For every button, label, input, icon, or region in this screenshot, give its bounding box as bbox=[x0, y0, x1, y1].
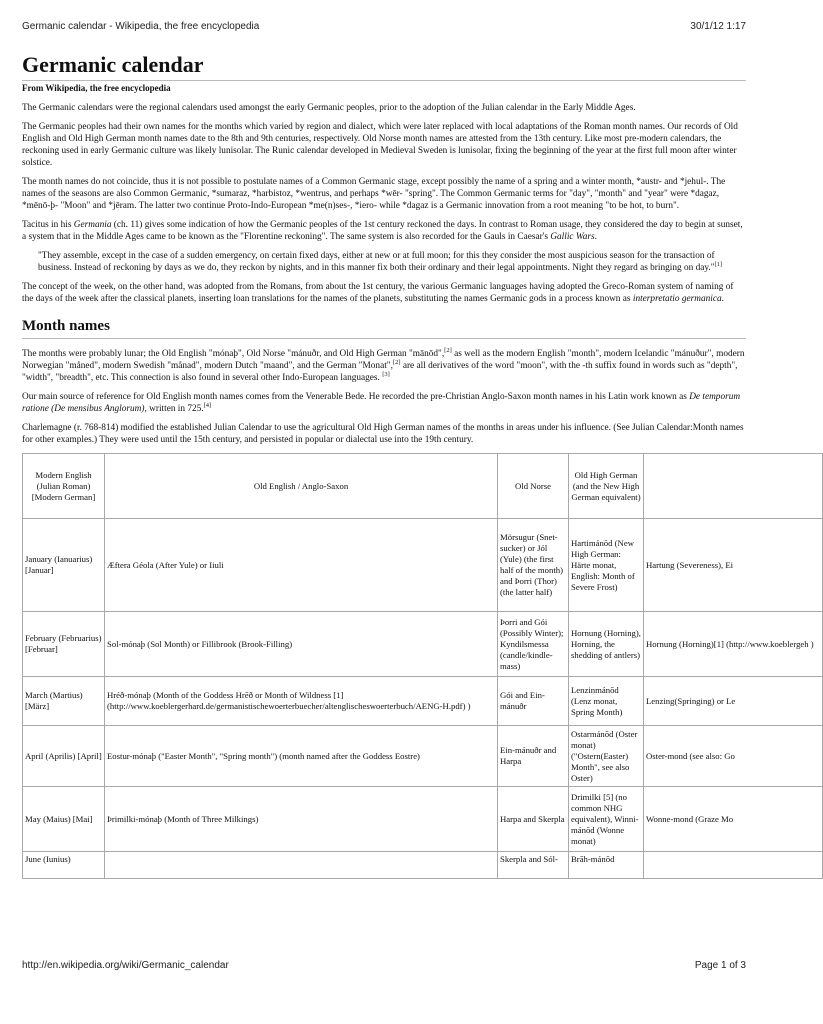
table-cell: March (Martius) [März] bbox=[23, 677, 105, 726]
table-cell: Eostur-mónaþ ("Easter Month", "Spring month") (month named after the Goddess Eostre) bbox=[105, 726, 498, 787]
table-cell: Harpa and Skerpla bbox=[498, 787, 569, 852]
table-cell: Hartung (Severeness), Ei bbox=[644, 519, 823, 612]
table-row bbox=[23, 519, 823, 612]
table-cell: Lenzing(Springing) or Le bbox=[644, 677, 823, 726]
table-row bbox=[23, 787, 823, 852]
table-cell: Þrimilki-mónaþ (Month of Three Milkings) bbox=[105, 787, 498, 852]
print-footer-url[interactable]: http://en.wikipedia.org/wiki/Germanic_calendar bbox=[22, 960, 229, 971]
table-cell: Mörsugur (Snet-sucker) or Jól (Yule) (the first half of the month) and Þorri (Thor) (the latter half) bbox=[498, 519, 569, 612]
interpretatio-link[interactable]: interpretatio germanica bbox=[632, 294, 722, 304]
table-header-row bbox=[23, 454, 823, 519]
tacitus-quote: "They assemble, except in the case of a sudden emergency, on certain fixed days, either at new or at full moon; for this they consider the most auspicious season for the transaction of business. Instead of reckoning by days as we do, they reckon by nights, and in this manner fix both their ordinary and their legal appointments. Night they regard as bringing on day."[1] bbox=[38, 251, 723, 273]
table-cell: January (Ianuarius) [Januar] bbox=[23, 519, 105, 612]
charlemagne-paragraph: Charlemagne (r. 768-814) modified the established Julian Calendar to use the agricultural Old High German names of the months in areas under his influence. (See Julian Calendar:Month names for other examples.) They were used until the 15th century, and persisted in popular or dialectal use into the 19th century. bbox=[22, 423, 744, 445]
gallic-wars-link[interactable]: Gallic Wars bbox=[550, 232, 595, 242]
germania-link[interactable]: Germania bbox=[73, 220, 112, 230]
tacitus-paragraph: Tacitus in his Germania (ch. 11) gives some indication of how the Germanic peoples of the 1st century reckoned the days. In contrast to Roman usage, they considered the day to begin at sunset, a system that in the Middle Ages came to be known as the "Florentine reckoning". The same system is also recorded for the Gauls in Caesar's Gallic Wars. bbox=[22, 220, 743, 242]
bede-paragraph: Our main source of reference for Old English month names comes from the Venerable Bede. He recorded the pre-Christian Anglo-Saxon month names in his Latin work known as De temporum ratione (De mensibus Anglorum), written in 725.[4] bbox=[22, 392, 741, 414]
table-cell: Hornung (Horning), Horning, the shedding of antlers) bbox=[569, 612, 644, 677]
table-cell: February (Februarius) [Februar] bbox=[23, 612, 105, 677]
ref-2b[interactable]: [2] bbox=[392, 358, 401, 366]
table-row bbox=[23, 612, 823, 677]
table-cell: Lenzinmánōd (Lenz monat, Spring Month) bbox=[569, 677, 644, 726]
source-line: From Wikipedia, the free encyclopedia bbox=[22, 83, 171, 93]
table-header-cell: Modern English (Julian Roman) [Modern German] bbox=[23, 454, 105, 519]
intro-paragraph: The Germanic calendars were the regional calendars used amongst the early Germanic peoples, prior to the adoption of the Julian calendar in the Early Middle Ages. bbox=[22, 103, 636, 113]
ref-1[interactable]: [1] bbox=[714, 260, 723, 268]
table-cell: Þorri and Gói (Possibly Winter); Kyndilsmessa (candle/kindle-mass) bbox=[498, 612, 569, 677]
table-cell: Brāh-mánōd bbox=[569, 852, 644, 879]
table-cell: Wonne-mond (Graze Mo bbox=[644, 787, 823, 852]
table-cell: May (Maius) [Mai] bbox=[23, 787, 105, 852]
table-cell: Skerpla and Sól- bbox=[498, 852, 569, 879]
table-row bbox=[23, 726, 823, 787]
table-cell: Ostarmánōd (Oster monat) ("Ostern(Easter) Month", see also Oster) bbox=[569, 726, 644, 787]
ref-2[interactable]: [2] bbox=[444, 346, 452, 354]
print-header-datetime: 30/1/12 1:17 bbox=[690, 21, 746, 32]
table-row bbox=[23, 677, 823, 726]
section-heading-month-names: Month names bbox=[22, 317, 746, 339]
table-header-cell: Old Norse bbox=[498, 454, 569, 519]
print-footer-page: Page 1 of 3 bbox=[694, 960, 746, 971]
table-cell: Hornung (Horning)[1] (http://www.koeblergeh ) bbox=[644, 612, 823, 677]
common-germanic-paragraph: The month names do not coincide, thus it is not possible to postulate names of a Common Germanic stage, except possibly the name of a spring and a winter month, *austr- and *jehul-. The names of the seasons are also Common Germanic, *sumaraz, *harbistoz, *wentrus, and perhaps *wēr- "spring". The Common Germanic terms for "day", "month" and "year" were *dagaz, *mēnō-þ- "Moon" and *jēram. The latter two continue Proto-Indo-European *me(n)ses-, *iero- while *dagaz is a Germanic innovation from a root meaning "to be hot, to burn". bbox=[22, 177, 726, 211]
table-cell: Oster-mond (see also: Go bbox=[644, 726, 823, 787]
de-temporum-link[interactable]: De temporum ratione (De mensibus Anglorum) bbox=[22, 392, 741, 414]
table-cell: Gói and Ein-mánuðr bbox=[498, 677, 569, 726]
ref-3[interactable]: [3] bbox=[382, 370, 390, 378]
print-header bbox=[22, 21, 746, 32]
page-title: Germanic calendar bbox=[22, 52, 746, 81]
lunar-paragraph: The months were probably lunar; the Old English "mónaþ", Old Norse "mánuðr, and Old High German "mānōd",[2] as well as the modern English "month", modern Icelandic "mánuður", modern Norwegian "måned", modern Swedish "månad", modern Dutch "maand", and the German "Monat",[2] are all derivatives of the word "moon", with the -th suffix found in words such as "depth", "width", "breadth", etc. This connection is also found in several other Indo-European languages. [3] bbox=[22, 346, 745, 383]
table-cell: Ein-mánuðr and Harpa bbox=[498, 726, 569, 787]
table-cell bbox=[105, 852, 498, 879]
table-cell bbox=[644, 852, 823, 879]
table-header-cell bbox=[644, 454, 823, 519]
table-cell: Hartimánōd (New High German: Härte monat, English: Month of Severe Frost) bbox=[569, 519, 644, 612]
print-header-title: Germanic calendar - Wikipedia, the free encyclopedia bbox=[22, 21, 260, 32]
ref-4[interactable]: [4] bbox=[203, 401, 212, 409]
table-cell: Drimilki [5] (no common NHG equivalent), Winni-mánōd (Wonne monat) bbox=[569, 787, 644, 852]
table-cell: Sol-mónaþ (Sol Month) or Fillibrook (Brook-Filling) bbox=[105, 612, 498, 677]
print-footer bbox=[22, 960, 746, 971]
month-table-wrapper bbox=[22, 453, 814, 879]
month-names-table bbox=[22, 453, 823, 879]
table-row bbox=[23, 852, 823, 879]
table-cell: April (Aprilis) [April] bbox=[23, 726, 105, 787]
table-header-cell: Old High German (and the New High German equivalent) bbox=[569, 454, 644, 519]
article-content bbox=[22, 52, 814, 879]
week-paragraph: The concept of the week, on the other hand, was adopted from the Romans, from about the 1st century, the various Germanic languages having adopted the Greco-Roman system of naming of the days of the week after the classical planets, inserting loan translations for the names of the planets, substituting the names Germanic gods in a process known as interpretatio germanica. bbox=[22, 282, 734, 304]
table-cell: Æftera Géola (After Yule) or Iiuli bbox=[105, 519, 498, 612]
months-paragraph: The Germanic peoples had their own names for the months which varied by region and dialect, which were later replaced with local adaptations of the Roman month names. Our records of Old English and Old High German month names date to the 8th and 9th centuries, respectively. Old Norse month names are attested from the 13th century. Like most pre-modern calendars, the reckoning used in early Germanic culture was likely lunisolar. The Runic calendar developed in Medieval Sweden is lunisolar, fixing the beginning of the year at the first full moon after winter solstice. bbox=[22, 122, 738, 168]
table-header-cell: Old English / Anglo-Saxon bbox=[105, 454, 498, 519]
table-cell: June (Iunius) bbox=[23, 852, 105, 879]
table-cell: Hréð-mónaþ (Month of the Goddess Hrēð or Month of Wildness [1] (http://www.koeblergerhard.de/germanistischewoerterbuecher/altenglischeswoerterbuch/AENG-H.pdf) ) bbox=[105, 677, 498, 726]
